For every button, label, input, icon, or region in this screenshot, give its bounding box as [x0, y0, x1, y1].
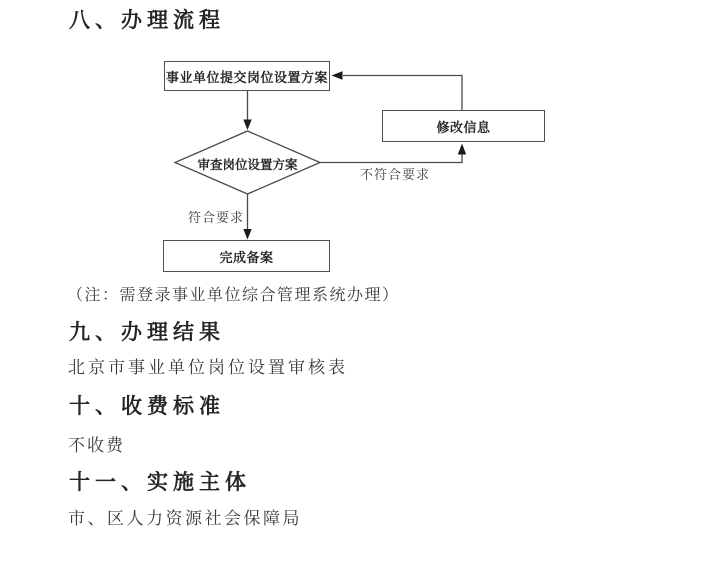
arrowhead-down-icon [243, 120, 251, 131]
connector-submit-to-review [243, 91, 251, 130]
connector-modify-to-submit [332, 71, 463, 110]
section-heading-result: 九、办理结果 [69, 321, 225, 344]
section-body-result: 北京市事业单位岗位设置审核表 [68, 358, 348, 377]
arrowhead-left-icon [332, 71, 343, 79]
section-heading-fee: 十、收费标准 [69, 395, 225, 418]
section-heading-authority: 十一、实施主体 [69, 471, 251, 494]
section-heading-process: 八、办理流程 [69, 9, 225, 32]
flowchart-box-submit: 事业单位提交岗位设置方案 [164, 61, 330, 91]
flowchart-diamond-review: 审查岗位设置方案 [197, 158, 298, 172]
arrowhead-up-icon [458, 144, 466, 155]
branch-label-not-qualified: 不符合要求 [360, 167, 431, 182]
flowchart-box-complete: 完成备案 [163, 240, 330, 272]
connector-review-to-modify [320, 144, 466, 163]
arrowhead-down-icon [243, 229, 251, 240]
flowchart-box-modify: 修改信息 [382, 110, 545, 142]
section-body-fee: 不收费 [68, 436, 125, 455]
section-body-authority: 市、区人力资源社会保障局 [68, 509, 302, 528]
branch-label-qualified: 符合要求 [188, 210, 245, 225]
note-text: （注：需登录事业单位综合管理系统办理） [67, 287, 400, 304]
connector-review-to-complete [243, 194, 251, 240]
